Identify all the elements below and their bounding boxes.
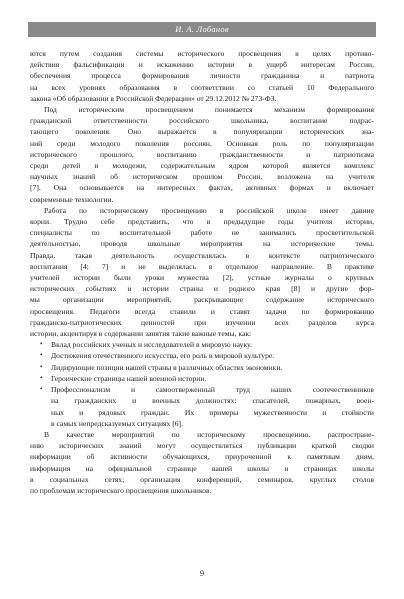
bullet-text: Лидирующие позиции нашей страны в различных областях экономики. xyxy=(51,362,283,372)
paragraph-line: исторического прошлого, воспитанию гражданственности и патриотизма xyxy=(30,149,374,159)
paragraph-line: воспитания [4; 7] и не выделялась в отдельное направление. В практике xyxy=(30,261,374,271)
paragraph-line: учителей истории были уроки мужества [2], устные журналы о крупных xyxy=(30,273,374,283)
paragraph-line: информация на официальной странице вашей школы и страницах школы xyxy=(30,463,374,473)
bullet-item xyxy=(30,373,374,384)
paragraph-line: корни. Трудно себе представить, что в предыдущие годы учителя истории, xyxy=(30,217,374,227)
page-number: 9 xyxy=(200,569,204,578)
bullet-item xyxy=(30,362,374,373)
paragraph-line: обеспечения процесса формирования личности гражданина и патриота xyxy=(30,71,374,81)
paragraph-line: Под историческим просвещением понимается механизм формирования xyxy=(44,105,374,115)
paragraph-line: нию исторических знаний могут осуществляться публикации краткой сводки xyxy=(30,441,374,451)
bullet-item xyxy=(30,339,374,350)
bullet-text-continuation: на гражданских и военных должностях: спасателей, пожарных, воен- xyxy=(51,396,374,406)
paragraph-line: мы организации мероприятий, раскрывающие содержание исторического xyxy=(30,295,374,305)
paragraph-line: в социальных сетях; организация конференций, семинаров, круглых столов xyxy=(30,474,374,484)
paragraph-line: Работа по историческому просвещению в российской школе имеет давние xyxy=(44,205,374,215)
bullet-text: Достижения отечественного искусства, его роль в мировой культуре. xyxy=(51,351,275,361)
paragraph-line: специалисты по воспитательной работе не занимались просветительской xyxy=(30,228,374,238)
paragraph-line: современные технологии. xyxy=(30,194,114,204)
paragraph-line: гражданско-патриотических ценностей при изучении всех разделов курса xyxy=(30,317,374,327)
bullet-text: Вклад российских ученых и исследователей в мировую науку. xyxy=(51,340,252,350)
paragraph-line: среди детей и молодежи, содержательным ядром которой является комплекс xyxy=(30,161,374,171)
running-header xyxy=(28,22,376,37)
bullet-text-continuation: в самых непредсказуемых ситуациях [6]. xyxy=(51,418,183,428)
bullet-icon: • xyxy=(40,340,43,349)
paragraph-line: Правда, такая деятельность осуществлялась в контексте патриотического xyxy=(30,250,374,260)
paragraph-line: В качестве мероприятий по историческому просвещению, распростране- xyxy=(44,429,374,439)
paragraph-line: ются путем создания системы исторического просвещения в целях противо- xyxy=(30,49,374,58)
paragraph-line: просвещения. Педагоги всегда ставили и ставят задачи по формированию xyxy=(30,306,374,316)
bullet-text: Профессионализм и самоотверженный труд наших соотечественников xyxy=(51,385,374,395)
bullet-icon: • xyxy=(40,362,43,371)
paragraph-line: научных знаний об историческом прошлом России, возложена на учителя xyxy=(30,172,374,182)
paragraph-line: истории, акцентируя в содержании занятия такие важные темы, как: xyxy=(30,329,252,339)
bullet-text-continuation: ных и рядовых граждан. Их примеры мужественности и стойкости xyxy=(51,407,374,417)
bullet-icon: • xyxy=(40,351,43,360)
paragraph-line: по проблемам исторического просвещения школьников. xyxy=(30,485,212,495)
paragraph-line: деятельностью, проводя школьные мероприятия на исторические темы. xyxy=(30,239,374,249)
paragraph-line: закона «Об образовании в Российской Федерации» от 29.12.2012 № 273-ФЗ. xyxy=(30,93,277,103)
paragraph-line: на всех уровнях образования в соответствии со статьей 10 Федерального xyxy=(30,82,374,92)
bullet-item xyxy=(30,350,374,361)
bullet-item xyxy=(30,384,374,395)
paragraph-line: [7]. Она основывается на интересных фактах, активных формах и включает xyxy=(30,183,374,193)
bullet-text: Героические страницы нашей военной истории. xyxy=(51,373,207,383)
header-author-title: И. А. Лобанов xyxy=(175,25,229,34)
bullet-icon: • xyxy=(40,385,43,394)
paragraph-line: тающего поколения. Оно выражается в популяризации исторических зна- xyxy=(30,127,374,137)
page-body-text xyxy=(30,48,374,496)
paragraph-line: исторических событиях и истории страны и родного края [8] и другие фор- xyxy=(30,284,374,294)
paragraph-line: информации об активности обучающихся, приуроченной к памятным дням, xyxy=(30,452,374,462)
bullet-icon: • xyxy=(40,373,43,382)
paragraph-line: ний среди молодого поколения россиян. Основная роль по популяризации xyxy=(30,138,374,148)
paragraph-line: действия фальсификации и искажению истории в ущерб интересам России, xyxy=(30,60,374,70)
paragraph-line: гражданской ответственности российского школьника, воспитание подрас- xyxy=(30,116,374,126)
